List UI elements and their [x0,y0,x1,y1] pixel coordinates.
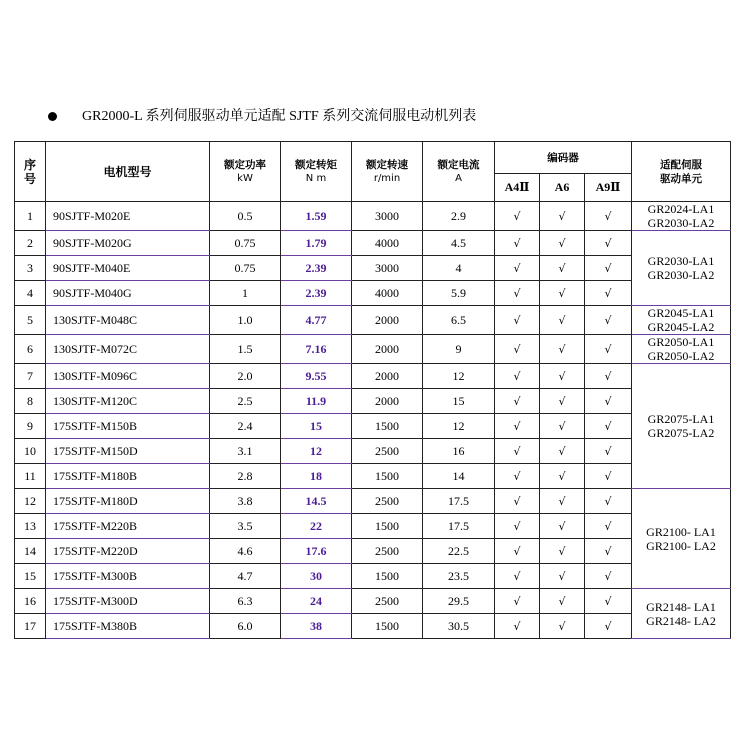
cell-torque: 38 [281,614,352,639]
motor-table [14,141,731,639]
cell-encoder-check [540,589,585,614]
cell-drive-unit [632,364,731,489]
check-mark-icon: √ [558,594,566,608]
cell-model: 175SJTF-M150B [46,414,210,439]
cell-torque: 12 [281,439,352,464]
cell-encoder-check [540,364,585,389]
cell-power: 3.8 [210,489,281,514]
cell-model: 175SJTF-M300D [46,589,210,614]
cell-serial: 4 [15,281,46,306]
cell-power: 1.0 [210,306,281,335]
drive-unit-model: GR2045-LA1 [647,306,715,320]
cell-encoder-check [540,335,585,364]
cell-serial: 3 [15,256,46,281]
cell-model: 175SJTF-M180B [46,464,210,489]
drive-unit-model: GR2100- LA1 [646,524,716,539]
cell-power: 1 [210,281,281,306]
header-drive: 适配伺服 驱动单元 [632,142,731,202]
cell-serial: 9 [15,414,46,439]
cell-torque: 14.5 [281,489,352,514]
cell-power: 2.0 [210,364,281,389]
cell-serial: 16 [15,589,46,614]
drive-unit-model: GR2148- LA1 [646,599,716,614]
table-row [15,202,731,231]
header-current: 额定电流 A [423,142,495,202]
cell-model: 130SJTF-M072C [46,335,210,364]
cell-encoder-check [585,256,632,281]
cell-model: 90SJTF-M040E [46,256,210,281]
check-mark-icon: √ [558,369,566,383]
cell-power: 6.0 [210,614,281,639]
table-row [15,564,731,589]
cell-encoder-check [540,202,585,231]
check-mark-icon: √ [513,286,521,300]
check-mark-icon: √ [604,369,612,383]
cell-encoder-check [585,281,632,306]
cell-current: 5.9 [423,281,495,306]
check-mark-icon: √ [604,313,612,327]
cell-current: 23.5 [423,564,495,589]
cell-encoder-check [495,281,540,306]
cell-power: 3.5 [210,514,281,539]
check-mark-icon: √ [604,619,612,633]
cell-encoder-check [495,489,540,514]
cell-drive-unit [632,589,731,639]
check-mark-icon: √ [604,236,612,250]
cell-model: 130SJTF-M096C [46,364,210,389]
cell-current: 14 [423,464,495,489]
cell-encoder-check [495,335,540,364]
cell-encoder-check [585,306,632,335]
cell-encoder-check [495,614,540,639]
cell-encoder-check [495,306,540,335]
check-mark-icon: √ [513,419,521,433]
caption-text: GR2000-L 系列伺服驱动单元适配 SJTF 系列交流伺服电动机列表 [82,109,477,124]
cell-encoder-check [585,364,632,389]
cell-encoder-check [495,539,540,564]
check-mark-icon: √ [558,209,566,223]
cell-speed: 1500 [352,464,423,489]
cell-encoder-check [540,389,585,414]
cell-current: 17.5 [423,514,495,539]
cell-serial: 14 [15,539,46,564]
table-row [15,256,731,281]
table-row [15,514,731,539]
cell-power: 0.75 [210,231,281,256]
cell-encoder-check [585,614,632,639]
cell-encoder-check [495,414,540,439]
cell-model: 130SJTF-M048C [46,306,210,335]
cell-drive-unit [632,306,731,335]
check-mark-icon: √ [513,569,521,583]
cell-model: 175SJTF-M180D [46,489,210,514]
header-speed: 额定转速 r/min [352,142,423,202]
drive-unit-model: GR2045-LA2 [647,320,715,334]
cell-encoder-check [585,414,632,439]
table-row [15,539,731,564]
header-serial: 序 号 [15,142,46,202]
cell-encoder-check [540,539,585,564]
drive-unit-model: GR2100- LA2 [646,538,716,553]
check-mark-icon: √ [604,261,612,275]
cell-speed: 2000 [352,335,423,364]
cell-encoder-check [540,231,585,256]
check-mark-icon: √ [558,619,566,633]
cell-encoder-check [540,464,585,489]
cell-encoder-check [585,202,632,231]
check-mark-icon: √ [513,444,521,458]
drive-unit-model: GR2030-LA2 [647,268,715,282]
cell-encoder-check [540,489,585,514]
cell-encoder-check [495,231,540,256]
bullet-icon [48,112,57,121]
cell-encoder-check [540,281,585,306]
check-mark-icon: √ [604,544,612,558]
cell-speed: 1500 [352,514,423,539]
cell-speed: 2000 [352,306,423,335]
check-mark-icon: √ [558,444,566,458]
cell-power: 4.7 [210,564,281,589]
cell-current: 12 [423,364,495,389]
cell-encoder-check [585,489,632,514]
cell-serial: 2 [15,231,46,256]
cell-speed: 1500 [352,564,423,589]
cell-speed: 3000 [352,202,423,231]
cell-power: 6.3 [210,589,281,614]
cell-current: 6.5 [423,306,495,335]
cell-encoder-check [585,514,632,539]
cell-encoder-check [495,389,540,414]
cell-encoder-check [585,564,632,589]
cell-encoder-check [495,514,540,539]
cell-serial: 12 [15,489,46,514]
cell-speed: 1500 [352,414,423,439]
cell-model: 175SJTF-M220B [46,514,210,539]
check-mark-icon: √ [604,469,612,483]
cell-drive-unit [632,335,731,364]
header-encoder-a4: A4Ⅱ [495,174,540,202]
check-mark-icon: √ [558,261,566,275]
cell-power: 2.4 [210,414,281,439]
check-mark-icon: √ [513,394,521,408]
cell-torque: 17.6 [281,539,352,564]
cell-serial: 17 [15,614,46,639]
header-model: 电机型号 [46,142,210,202]
check-mark-icon: √ [604,342,612,356]
cell-speed: 4000 [352,281,423,306]
cell-speed: 2500 [352,539,423,564]
check-mark-icon: √ [558,469,566,483]
cell-encoder-check [495,589,540,614]
cell-encoder-check [585,231,632,256]
cell-current: 29.5 [423,589,495,614]
cell-speed: 2000 [352,364,423,389]
cell-current: 30.5 [423,614,495,639]
drive-unit-model: GR2050-LA2 [647,349,715,363]
cell-encoder-check [495,364,540,389]
check-mark-icon: √ [604,444,612,458]
header-encoder: 编码器 [495,142,632,174]
cell-model: 90SJTF-M020G [46,231,210,256]
cell-torque: 2.39 [281,281,352,306]
check-mark-icon: √ [558,494,566,508]
cell-current: 15 [423,389,495,414]
check-mark-icon: √ [558,313,566,327]
check-mark-icon: √ [604,494,612,508]
cell-encoder-check [585,389,632,414]
cell-power: 3.1 [210,439,281,464]
cell-torque: 22 [281,514,352,539]
drive-unit-model: GR2075-LA1 [647,412,715,426]
check-mark-icon: √ [558,394,566,408]
cell-encoder-check [540,306,585,335]
check-mark-icon: √ [513,494,521,508]
cell-power: 1.5 [210,335,281,364]
check-mark-icon: √ [558,569,566,583]
cell-torque: 30 [281,564,352,589]
check-mark-icon: √ [604,419,612,433]
cell-serial: 11 [15,464,46,489]
check-mark-icon: √ [513,544,521,558]
cell-drive-unit [632,231,731,306]
cell-serial: 15 [15,564,46,589]
check-mark-icon: √ [604,209,612,223]
cell-encoder-check [540,414,585,439]
cell-torque: 15 [281,414,352,439]
check-mark-icon: √ [513,313,521,327]
cell-torque: 11.9 [281,389,352,414]
table-row [15,439,731,464]
cell-serial: 5 [15,306,46,335]
cell-speed: 2500 [352,439,423,464]
cell-encoder-check [540,514,585,539]
cell-serial: 1 [15,202,46,231]
cell-torque: 1.79 [281,231,352,256]
cell-power: 0.5 [210,202,281,231]
cell-serial: 10 [15,439,46,464]
header-torque: 额定转矩 N m [281,142,352,202]
check-mark-icon: √ [558,342,566,356]
header-encoder-a6: A6 [540,174,585,202]
cell-current: 4 [423,256,495,281]
cell-model: 175SJTF-M220D [46,539,210,564]
cell-encoder-check [585,439,632,464]
cell-serial: 8 [15,389,46,414]
cell-encoder-check [540,439,585,464]
cell-speed: 4000 [352,231,423,256]
cell-speed: 2500 [352,589,423,614]
check-mark-icon: √ [558,544,566,558]
header-power: 额定功率 kW [210,142,281,202]
check-mark-icon: √ [513,619,521,633]
table-row [15,589,731,614]
cell-current: 22.5 [423,539,495,564]
table-row [15,364,731,389]
drive-unit-model: GR2024-LA1 [647,202,715,216]
cell-speed: 3000 [352,256,423,281]
cell-encoder-check [495,256,540,281]
cell-torque: 4.77 [281,306,352,335]
table-row [15,306,731,335]
cell-model: 175SJTF-M380B [46,614,210,639]
drive-unit-model: GR2050-LA1 [647,335,715,349]
cell-encoder-check [540,614,585,639]
check-mark-icon: √ [513,594,521,608]
check-mark-icon: √ [558,236,566,250]
check-mark-icon: √ [513,469,521,483]
cell-power: 4.6 [210,539,281,564]
check-mark-icon: √ [558,419,566,433]
check-mark-icon: √ [513,369,521,383]
check-mark-icon: √ [513,236,521,250]
cell-current: 16 [423,439,495,464]
check-mark-icon: √ [513,261,521,275]
table-row [15,489,731,514]
cell-encoder-check [585,464,632,489]
cell-encoder-check [585,539,632,564]
cell-drive-unit [632,202,731,231]
check-mark-icon: √ [558,519,566,533]
cell-model: 130SJTF-M120C [46,389,210,414]
cell-current: 12 [423,414,495,439]
cell-encoder-check [495,202,540,231]
table-row [15,464,731,489]
table-row [15,281,731,306]
cell-encoder-check [585,335,632,364]
cell-torque: 9.55 [281,364,352,389]
cell-speed: 1500 [352,614,423,639]
cell-model: 175SJTF-M300B [46,564,210,589]
drive-unit-model: GR2030-LA2 [647,216,715,230]
cell-current: 4.5 [423,231,495,256]
cell-drive-unit [632,489,731,589]
cell-model: 90SJTF-M020E [46,202,210,231]
table-row [15,335,731,364]
cell-model: 90SJTF-M040G [46,281,210,306]
cell-torque: 24 [281,589,352,614]
drive-unit-model: GR2075-LA2 [647,426,715,440]
cell-serial: 6 [15,335,46,364]
cell-torque: 1.59 [281,202,352,231]
cell-power: 2.5 [210,389,281,414]
check-mark-icon: √ [604,286,612,300]
check-mark-icon: √ [558,286,566,300]
cell-serial: 13 [15,514,46,539]
cell-power: 2.8 [210,464,281,489]
cell-power: 0.75 [210,256,281,281]
cell-torque: 18 [281,464,352,489]
check-mark-icon: √ [513,342,521,356]
cell-encoder-check [540,564,585,589]
cell-speed: 2000 [352,389,423,414]
cell-encoder-check [495,439,540,464]
table-row [15,231,731,256]
check-mark-icon: √ [604,569,612,583]
drive-unit-model: GR2030-LA1 [647,254,715,268]
cell-encoder-check [585,589,632,614]
table-row [15,389,731,414]
cell-torque: 7.16 [281,335,352,364]
cell-current: 2.9 [423,202,495,231]
cell-encoder-check [540,256,585,281]
check-mark-icon: √ [513,209,521,223]
drive-unit-model: GR2148- LA2 [646,613,716,628]
header-encoder-a9: A9Ⅱ [585,174,632,202]
cell-current: 17.5 [423,489,495,514]
cell-serial: 7 [15,364,46,389]
cell-encoder-check [495,464,540,489]
check-mark-icon: √ [604,594,612,608]
table-row [15,614,731,639]
cell-model: 175SJTF-M150D [46,439,210,464]
table-row [15,414,731,439]
cell-current: 9 [423,335,495,364]
cell-torque: 2.39 [281,256,352,281]
check-mark-icon: √ [513,519,521,533]
check-mark-icon: √ [604,394,612,408]
check-mark-icon: √ [604,519,612,533]
cell-encoder-check [495,564,540,589]
cell-speed: 2500 [352,489,423,514]
